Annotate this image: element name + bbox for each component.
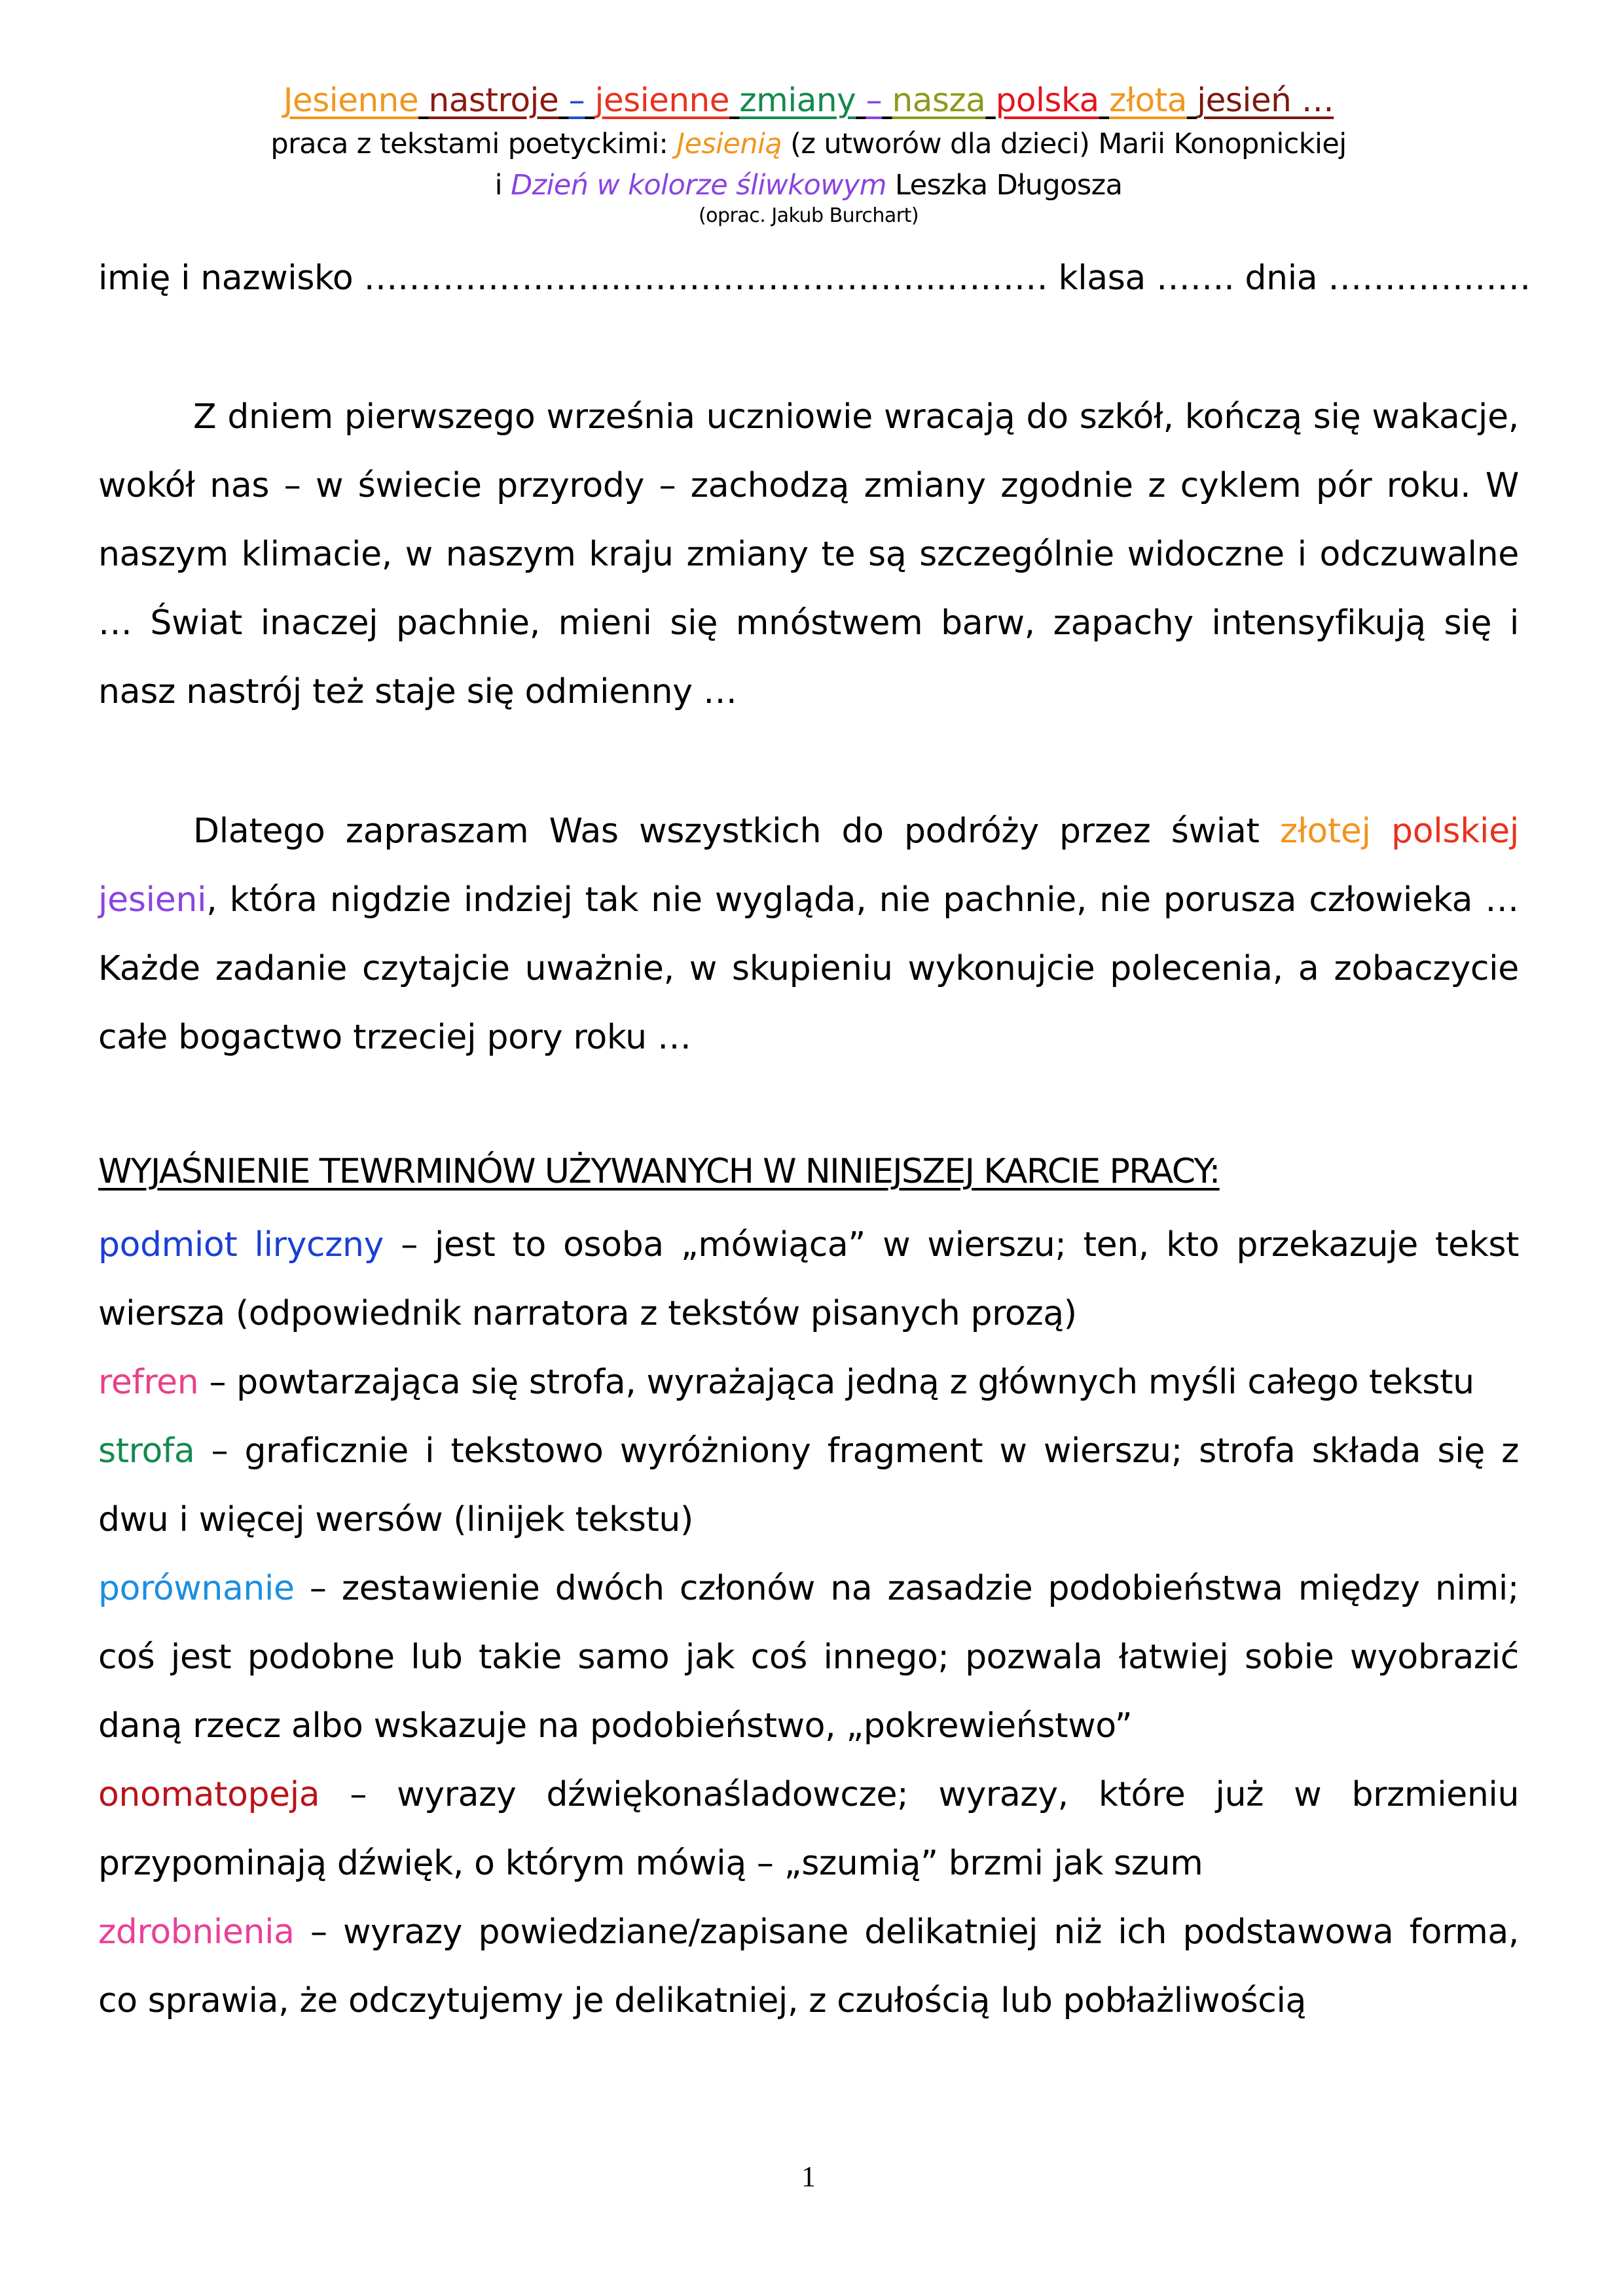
glossary-term: zdrobnienia xyxy=(98,1912,295,1952)
highlight-zlotej: złotej xyxy=(1279,812,1371,851)
subtitle-prefix: i xyxy=(494,169,511,202)
glossary-term: podmiot liryczny xyxy=(98,1225,384,1265)
glossary-definition: – graficznie i tekstowo wyróżniony fragment w wierszu; strofa składa się z dwu i więcej wersów (linijek tekstu) xyxy=(98,1431,1519,1539)
title-segment: polska xyxy=(995,81,1099,119)
name-blank[interactable]: …………………..………………………..……… xyxy=(363,259,1048,298)
glossary-list xyxy=(98,1211,1519,2036)
subtitle-suffix: Leszka Długosza xyxy=(886,169,1123,202)
glossary-term: onomatopeja xyxy=(98,1775,320,1814)
highlight-jesieni: jesieni xyxy=(98,880,207,920)
title-segment: nasza xyxy=(892,81,986,119)
title-segment: jesienne xyxy=(594,81,730,119)
glossary-definition: – zestawienie dwóch członów na zasadzie podobieństwa między nimi; coś jest podobne lub takie samo jak coś innego; pozwala łatwiej sobie wyobrazić daną rzecz albo wskazuje na podobieństwo, „pokrewieństwo” xyxy=(98,1569,1519,1746)
intro-paragraph-2 xyxy=(98,797,1519,1072)
title-segment: zmiany xyxy=(739,81,856,119)
glossary-term: strofa xyxy=(98,1431,195,1471)
intro-paragraph-1-text: Z dniem pierwszego września uczniowie wracają do szkół, kończą się wakacje, wokół nas – w świecie przyrody – zachodzą zmiany zgodnie z cyklem pór roku. W naszym klimacie, w naszym kraju zmiany te są szczególnie widoczne i odczuwalne … Świat inaczej pachnie, mieni się mnóstwem barw, zapachy intensyfikują się i nasz nastrój też staje się odmienny … xyxy=(98,397,1519,711)
subtitle-suffix: (z utworów dla dzieci) Marii Konopnickiej xyxy=(782,128,1347,160)
poem-title-dzien-w-kolorze-sliwkowym: Dzień w kolorze śliwkowym xyxy=(511,169,886,202)
subtitle-prefix: praca z tekstami poetyckimi: xyxy=(270,128,677,160)
date-blank[interactable]: ……………… xyxy=(1328,259,1531,298)
glossary-term: refren xyxy=(98,1363,199,1402)
glossary-entry xyxy=(98,1348,1519,1417)
title-segment: – xyxy=(568,81,585,119)
author-credit: (oprac. Jakub Burchart) xyxy=(698,204,919,227)
glossary-definition: – wyrazy powiedziane/zapisane delikatniej niż ich podstawowa forma, co sprawia, że odczytujemy je delikatniej, z czułością lub pobłażliwością xyxy=(98,1912,1519,2020)
page-number: 1 xyxy=(801,2161,816,2193)
glossary-term: porównanie xyxy=(98,1569,295,1608)
date-label: dnia xyxy=(1245,259,1318,298)
name-label: imię i nazwisko xyxy=(98,259,354,298)
subtitle-line-2 xyxy=(98,166,1519,205)
glossary-definition: – powtarzająca się strofa, wyrażająca jedną z głównych myśli całego tekstu xyxy=(198,1363,1474,1402)
glossary-definition: – jest to osoba „mówiąca” w wierszu; ten, kto przekazuje tekst wiersza (odpowiednik narratora z tekstów pisanych prozą) xyxy=(98,1225,1519,1333)
highlight-polskiej: polskiej xyxy=(1391,812,1519,851)
glossary-entry xyxy=(98,1761,1519,1898)
title-segment: nastroje xyxy=(428,81,559,119)
glossary-entry xyxy=(98,1417,1519,1554)
title-segment: złota xyxy=(1109,81,1187,119)
glossary-entry xyxy=(98,1898,1519,2036)
subtitle-line-1 xyxy=(98,124,1519,164)
poem-title-jesienia: Jesienią xyxy=(676,128,782,160)
glossary-heading: WYJAŚNIENIE TEWRMINÓW UŻYWANYCH W NINIEJSZEJ KARCIE PRACY: xyxy=(98,1152,1220,1191)
title-segment: jesień … xyxy=(1197,81,1334,119)
intro-paragraph-2-rest: , która nigdzie indziej tak nie wygląda, nie pachnie, nie porusza człowieka … Każde zadanie czytajcie uważnie, w skupieniu wykonujcie polecenia, a zobaczycie całe bogactwo trzeciej pory roku … xyxy=(98,880,1519,1057)
glossary-entry xyxy=(98,1211,1519,1348)
class-blank[interactable]: ……. xyxy=(1156,259,1235,298)
intro-paragraph-1 xyxy=(98,383,1519,726)
document-title xyxy=(98,77,1519,123)
glossary-entry xyxy=(98,1554,1519,1761)
student-info-line xyxy=(98,255,1531,301)
title-segment: Jesienne xyxy=(283,81,419,119)
title-segment: – xyxy=(866,81,883,119)
glossary-definition: – wyrazy dźwiękonaśladowcze; wyrazy, które już w brzmieniu przypominają dźwięk, o którym mówią – „szumią” brzmi jak szum xyxy=(98,1775,1519,1883)
class-label: klasa xyxy=(1058,259,1146,298)
intro-paragraph-2-text: Dlatego zapraszam Was wszystkich do podróży przez świat xyxy=(193,812,1280,851)
